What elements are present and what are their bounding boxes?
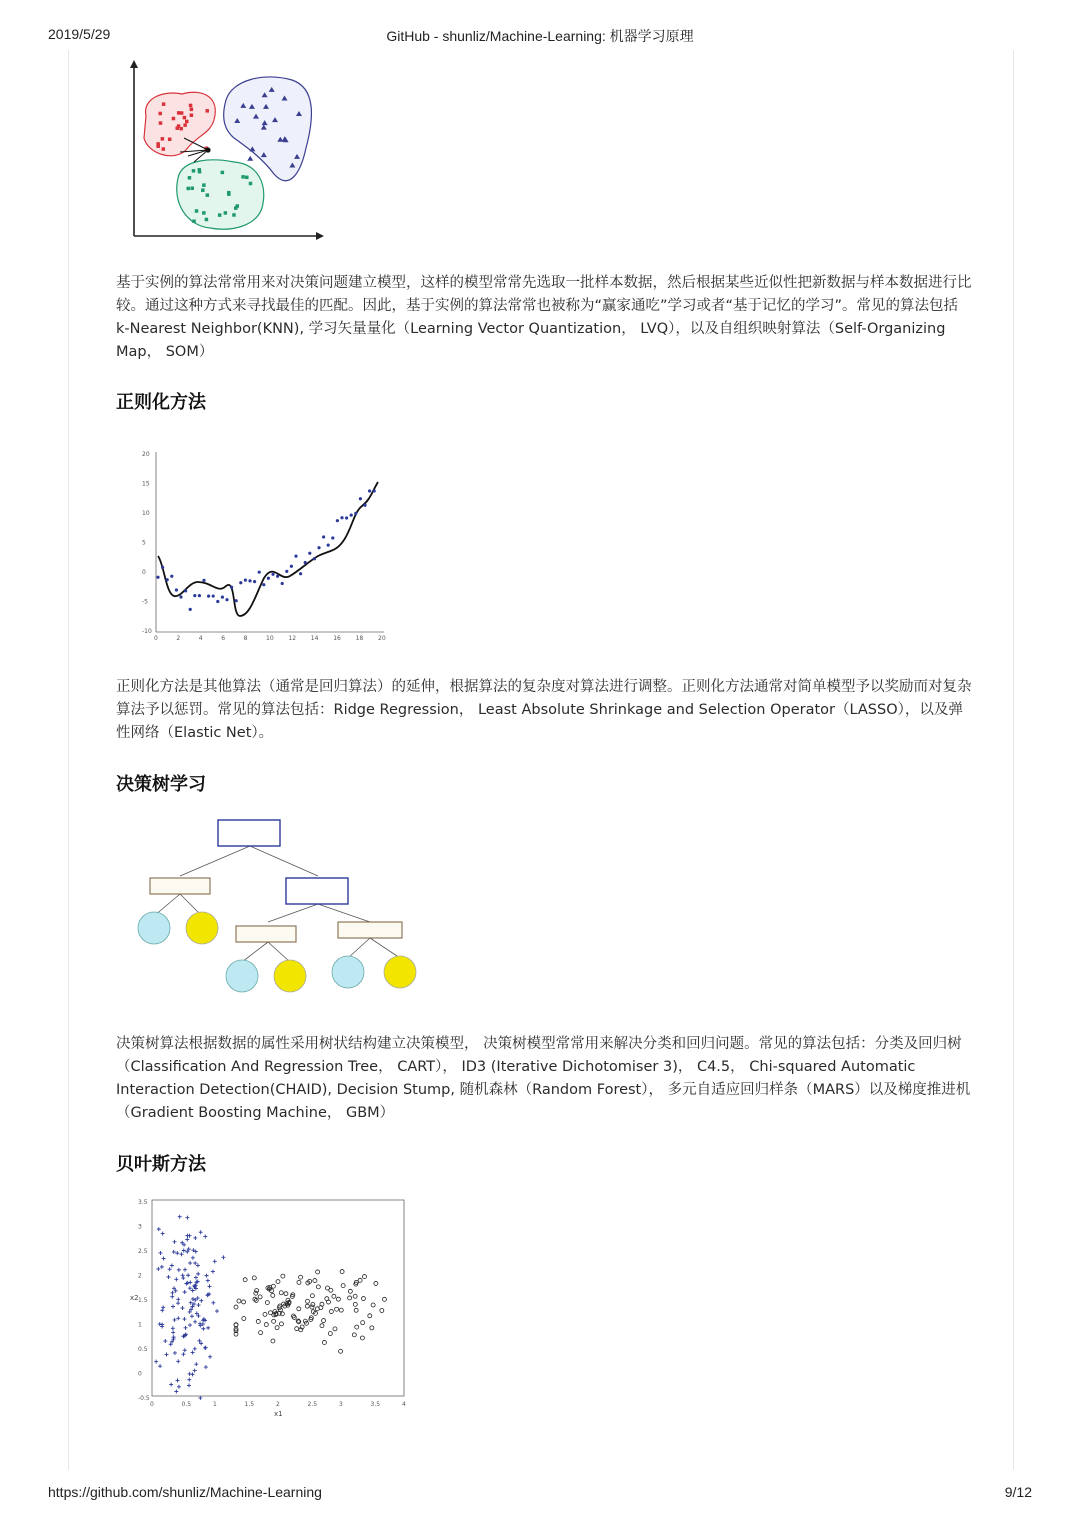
- red-cluster-point: [162, 147, 166, 151]
- red-cluster-point: [190, 108, 194, 112]
- reg-data-point: [193, 594, 196, 597]
- reg-data-point: [336, 519, 339, 522]
- blue-cluster-point: [247, 156, 253, 161]
- cluster-diagram: [124, 58, 334, 242]
- bayes-x-tick-label: 0.5: [181, 1401, 192, 1408]
- red-cluster-point: [168, 138, 172, 142]
- bayes-y-label: x2: [130, 1294, 139, 1302]
- reg-x-tick-label: 14: [310, 635, 319, 642]
- green-cluster-point: [195, 209, 199, 213]
- instance-cluster-figure: [124, 58, 334, 242]
- reg-data-point: [202, 579, 205, 582]
- bayes-y-tick-label: -0.5: [138, 1395, 150, 1402]
- reg-y-tick-label: 0: [142, 569, 146, 576]
- reg-data-point: [212, 594, 215, 597]
- green-cluster-point: [227, 192, 231, 196]
- bayes-x-tick-label: 4: [402, 1401, 406, 1408]
- reg-x-tick-label: 16: [333, 635, 341, 642]
- bayes-x-tick-label: 1: [213, 1401, 217, 1408]
- reg-data-point: [198, 594, 201, 597]
- bayes-plus-point: [198, 1396, 202, 1400]
- green-cluster-point: [232, 213, 236, 217]
- bayes-y-tick-label: 0.5: [138, 1346, 148, 1353]
- bayes-x-label: x1: [274, 1410, 283, 1418]
- reg-y-tick-label: 15: [142, 480, 150, 488]
- reg-x-tick-label: 0: [154, 635, 158, 642]
- reg-data-point: [350, 514, 353, 517]
- reg-data-point: [290, 565, 293, 568]
- green-cluster-point: [201, 188, 205, 192]
- reg-y-tick-label: 10: [142, 510, 150, 517]
- reg-data-point: [299, 572, 302, 575]
- green-cluster-point: [192, 169, 196, 173]
- bayes-x-tick-label: 3: [339, 1401, 343, 1408]
- green-cluster-point: [235, 204, 239, 208]
- decision-tree-heading: 决策树学习: [116, 774, 206, 795]
- reg-x-tick-label: 10: [266, 635, 274, 642]
- bayes-heading: 贝叶斯方法: [116, 1154, 206, 1175]
- reg-data-point: [184, 589, 187, 592]
- reg-data-point: [161, 566, 164, 569]
- reg-data-point: [354, 512, 357, 515]
- reg-data-point: [175, 588, 178, 591]
- reg-data-point: [230, 586, 233, 589]
- red-cluster-point: [158, 112, 162, 116]
- red-cluster-point: [156, 144, 160, 148]
- bayes-scatter-plot: [124, 1194, 412, 1420]
- green-cluster-point: [224, 211, 228, 215]
- reg-y-tick-label: -5: [142, 598, 148, 606]
- reg-data-point: [363, 504, 366, 507]
- instance-paragraph: 基于实例的算法常常用来对决策问题建立模型，这样的模型常常先选取一批样本数据，然后根据某些近似性把新数据与样本数据进行比较。通过这种方式来寻找最佳的匹配。因此，基于实例的算法常常也被称为“赢家通吃”学习或者“基于记忆的学习”。常见的算法包括 k-Nearest Neighbor(KNN), 学习矢量量化（Learning Vector Quantization， LVQ），以及自组织映射算法（Self-Organizing Map， SOM）: [116, 275, 972, 360]
- reg-data-point: [308, 552, 311, 555]
- reg-data-point: [327, 544, 330, 547]
- green-cluster-point: [188, 176, 192, 180]
- bayes-x-tick-label: 3.5: [370, 1401, 381, 1408]
- red-cluster-point: [172, 117, 176, 121]
- reg-data-point: [207, 595, 210, 598]
- reg-x-tick-label: 8: [243, 635, 248, 642]
- green-cluster-point: [186, 187, 190, 191]
- bayes-y-tick-label: 0: [138, 1370, 142, 1378]
- decision-tree-paragraph: 决策树算法根据数据的属性采用树状结构建立决策模型， 决策树模型常常用来解决分类和回归问题。常见的算法包括：分类及回归树（Classification And Regression Tree， CART）， ID3 (Iterative Dichotomiser 3)， C4.5， Chi-squared Automatic Interaction Detection(CHAID), Decision Stump, 随机森林（Random Forest）， 多元自适应回归样条（MARS）以及梯度推进机（Gradient Boosting Machine， GBM）: [116, 1036, 971, 1121]
- reg-x-tick-label: 4: [198, 635, 203, 642]
- reg-y-tick-label: 20: [142, 451, 150, 458]
- print-url: https://github.com/shunliz/Machine-Learning: [48, 1484, 322, 1500]
- regularization-heading: 正则化方法: [116, 392, 206, 413]
- reg-data-point: [179, 595, 182, 598]
- reg-data-point: [262, 583, 265, 586]
- bayes-x-tick-label: 1.5: [244, 1401, 255, 1408]
- red-cluster-point: [175, 126, 179, 130]
- reg-x-tick-label: 12: [288, 635, 297, 642]
- print-title: GitHub - shunliz/Machine-Learning: 机器学习原理: [386, 28, 694, 44]
- reg-data-point: [373, 489, 376, 492]
- reg-data-point: [239, 581, 242, 584]
- green-cluster-point: [202, 183, 206, 187]
- red-cluster-point: [206, 109, 210, 113]
- green-cluster-point: [198, 168, 202, 172]
- red-cluster-point: [177, 111, 181, 115]
- bayes-x-tick-label: 2: [276, 1401, 280, 1408]
- regularization-plot: [140, 444, 392, 644]
- reg-data-point: [322, 535, 325, 538]
- reg-data-point: [294, 555, 297, 558]
- green-cluster-point: [249, 182, 253, 186]
- reg-data-point: [166, 578, 169, 581]
- reg-data-point: [340, 516, 343, 519]
- red-cluster-point: [183, 123, 187, 127]
- reg-data-point: [156, 576, 159, 579]
- bayes-y-tick-label: 3.5: [138, 1199, 148, 1206]
- reg-data-point: [313, 557, 316, 560]
- green-cluster-point: [218, 213, 222, 217]
- decision-tree-figure: [132, 816, 424, 996]
- bayes-y-tick-label: 1: [138, 1321, 142, 1329]
- page-number: 9/12: [1004, 1484, 1032, 1500]
- green-cluster-point: [245, 176, 249, 180]
- bayes-figure: [124, 1194, 412, 1420]
- green-cluster-point: [190, 186, 194, 190]
- regularization-paragraph: 正则化方法是其他算法（通常是回归算法）的延伸，根据算法的复杂度对算法进行调整。正则化方法通常对简单模型予以奖励而对复杂算法予以惩罚。常见的算法包括：Ridge Regression， Least Absolute Shrinkage and Selection Operator（LASSO），以及弹性网络（Elastic Net）。: [116, 679, 972, 741]
- reg-data-point: [271, 573, 274, 576]
- reg-data-point: [359, 497, 362, 500]
- reg-data-point: [235, 599, 238, 602]
- reg-data-point: [253, 580, 256, 583]
- reg-data-point: [216, 600, 219, 603]
- green-cluster-point: [192, 220, 196, 224]
- reg-data-point: [258, 571, 261, 574]
- decision-tree-diagram: [132, 816, 424, 996]
- reg-data-point: [170, 575, 173, 578]
- regularization-figure: [140, 444, 392, 644]
- green-cluster-point: [206, 193, 210, 197]
- reg-x-tick-label: 20: [378, 635, 386, 642]
- bayes-x-tick-label: 2.5: [307, 1401, 318, 1408]
- reg-data-point: [189, 608, 192, 611]
- bayes-y-tick-label: 2: [138, 1272, 142, 1280]
- reg-data-point: [244, 578, 247, 581]
- print-footer: [48, 1484, 1032, 1502]
- red-cluster-point: [189, 104, 193, 108]
- reg-x-tick-label: 2: [176, 635, 181, 642]
- reg-data-point: [285, 570, 288, 573]
- red-cluster-point: [190, 113, 194, 117]
- reg-data-point: [267, 577, 270, 580]
- reg-data-point: [331, 536, 334, 539]
- bayes-y-tick-label: 2.5: [138, 1248, 148, 1255]
- reg-data-point: [317, 546, 320, 549]
- red-cluster-point: [159, 121, 163, 125]
- reg-data-point: [345, 516, 348, 519]
- red-cluster-point: [183, 116, 187, 120]
- reg-data-point: [304, 561, 307, 564]
- bayes-x-tick-label: 0: [150, 1401, 154, 1408]
- print-date: 2019/5/29: [48, 26, 111, 42]
- bayes-y-tick-label: 1.5: [138, 1297, 148, 1304]
- red-cluster-point: [185, 120, 189, 124]
- reg-data-point: [368, 489, 371, 492]
- green-cluster-point: [205, 218, 209, 222]
- red-cluster-point: [162, 102, 166, 106]
- reg-y-tick-label: -10: [142, 628, 152, 635]
- green-cluster-point: [221, 171, 225, 175]
- reg-x-tick-label: 6: [221, 635, 226, 642]
- reg-y-tick-label: 5: [142, 539, 146, 547]
- reg-data-point: [225, 598, 228, 601]
- print-header: [48, 26, 1032, 44]
- reg-data-point: [281, 582, 284, 585]
- green-cluster-point: [241, 175, 245, 179]
- reg-data-point: [248, 579, 251, 582]
- reg-data-point: [276, 575, 279, 578]
- red-cluster-point: [161, 137, 165, 141]
- bayes-y-tick-label: 3: [138, 1223, 142, 1231]
- reg-data-point: [221, 596, 224, 599]
- green-cluster-point: [202, 211, 206, 215]
- reg-x-tick-label: 18: [355, 635, 364, 642]
